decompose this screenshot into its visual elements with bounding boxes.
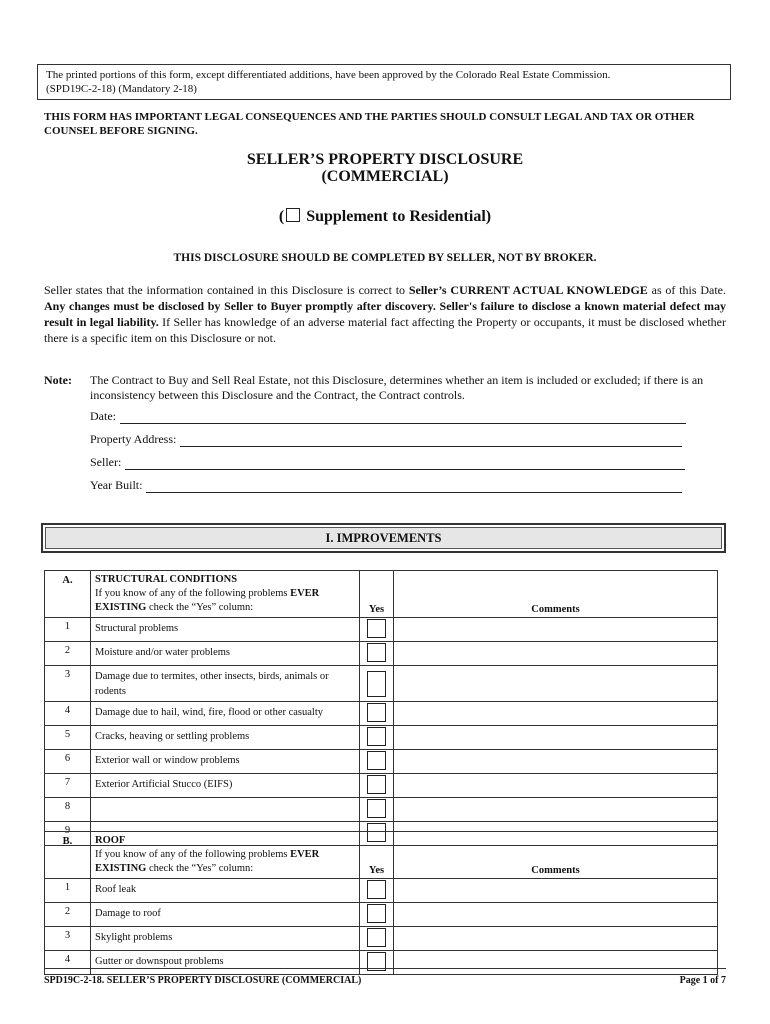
- yes-cell: [360, 774, 394, 798]
- row-number: 4: [45, 951, 91, 975]
- yes-checkbox[interactable]: [367, 928, 386, 947]
- comments-field[interactable]: [394, 774, 718, 798]
- seller-field: [90, 455, 685, 470]
- comments-column-header: Comments: [394, 571, 718, 618]
- comments-field[interactable]: [394, 927, 718, 951]
- row-number: 1: [45, 618, 91, 642]
- row-number: 3: [45, 666, 91, 702]
- instr-text-2: check the “Yes” column:: [146, 602, 254, 613]
- seller-label: Seller:: [90, 455, 122, 469]
- row-number: 3: [45, 927, 91, 951]
- intro-text-1: Seller states that the information contained in this Disclosure is correct to: [44, 283, 409, 297]
- section-letter: B.: [45, 832, 91, 879]
- yes-cell: [360, 927, 394, 951]
- row-label: Damage due to hail, wind, fire, flood or other casualty: [91, 702, 360, 726]
- yes-column-header: Yes: [360, 832, 394, 879]
- yes-cell: [360, 750, 394, 774]
- year-built-input-line[interactable]: [146, 480, 682, 493]
- intro-bold-2: Any changes must be disclosed by Seller to Buyer promptly after discovery. Seller's failure to disclose a known material defect may result in legal liability.: [44, 299, 726, 329]
- supplement-open-paren: (: [278, 208, 285, 225]
- address-field: [90, 432, 682, 447]
- yes-checkbox[interactable]: [367, 727, 386, 746]
- footer-form-id: SPD19C-2-18. SELLER’S PROPERTY DISCLOSURE (COMMERCIAL): [44, 975, 362, 986]
- yes-checkbox[interactable]: [367, 799, 386, 818]
- intro-paragraph: [44, 282, 726, 346]
- completed-by-notice: THIS DISCLOSURE SHOULD BE COMPLETED BY SELLER, NOT BY BROKER.: [173, 252, 597, 264]
- footer-page-number: Page 1 of 7: [679, 975, 726, 986]
- yes-cell: [360, 702, 394, 726]
- yes-checkbox[interactable]: [367, 671, 386, 697]
- year-built-field: [90, 478, 682, 493]
- table-row: [45, 774, 718, 798]
- seller-input-line[interactable]: [125, 457, 685, 470]
- yes-checkbox[interactable]: [367, 703, 386, 722]
- comments-field[interactable]: [394, 879, 718, 903]
- address-input-line[interactable]: [180, 434, 682, 447]
- section-heading-cell: [91, 571, 360, 618]
- row-number: 9: [45, 822, 91, 846]
- yes-checkbox[interactable]: [367, 775, 386, 794]
- instr-bold-ever: EVER: [290, 588, 320, 599]
- row-label: Exterior Artificial Stucco (EIFS): [91, 774, 360, 798]
- comments-field[interactable]: [394, 618, 718, 642]
- supplement-checkbox[interactable]: [286, 208, 300, 222]
- table-row: [45, 879, 718, 903]
- instr-bold-existing: EXISTING: [95, 602, 147, 613]
- form-title: SELLER’S PROPERTY DISCLOSURE: [246, 151, 524, 168]
- table-header-row: [45, 832, 718, 879]
- roof-table: [44, 831, 718, 975]
- table-row: [45, 798, 718, 822]
- yes-cell: [360, 666, 394, 702]
- row-label: Roof leak: [91, 879, 360, 903]
- yes-cell: [360, 879, 394, 903]
- yes-checkbox[interactable]: [367, 619, 386, 638]
- row-label: Structural problems: [91, 618, 360, 642]
- row-number: 5: [45, 726, 91, 750]
- yes-cell: [360, 642, 394, 666]
- intro-text-2: as of this Date.: [647, 283, 727, 297]
- instr-text: If you know of any of the following problems: [95, 588, 291, 599]
- row-label: Cracks, heaving or settling problems: [91, 726, 360, 750]
- table-row: [45, 750, 718, 774]
- table-header-row: [45, 571, 718, 618]
- instr-bold-ever: EVER: [290, 849, 320, 860]
- row-number: 2: [45, 642, 91, 666]
- approval-notice-box: [37, 64, 731, 100]
- section-heading: STRUCTURAL CONDITIONS: [95, 574, 238, 585]
- row-label: Exterior wall or window problems: [91, 750, 360, 774]
- comments-field[interactable]: [394, 726, 718, 750]
- approval-notice-line1: The printed portions of this form, except differentiated additions, have been approved by the Colorado Real Estate Commission.: [46, 69, 611, 81]
- intro-text-3: If Seller has knowledge of an adverse material fact affecting the Property or occupants, it must be disclosed whether there is a specific item on this Disclosure or not.: [44, 315, 727, 345]
- supplement-label: Supplement to Residential): [306, 208, 492, 225]
- comments-field[interactable]: [394, 702, 718, 726]
- table-row: [45, 903, 718, 927]
- structural-conditions-table: [44, 570, 718, 846]
- yes-checkbox[interactable]: [367, 643, 386, 662]
- row-label: Skylight problems: [91, 927, 360, 951]
- section-letter: A.: [45, 571, 91, 618]
- comments-field[interactable]: [394, 750, 718, 774]
- table-row: [45, 726, 718, 750]
- yes-checkbox[interactable]: [367, 904, 386, 923]
- row-number: 7: [45, 774, 91, 798]
- comments-column-header: Comments: [394, 832, 718, 879]
- comments-field[interactable]: [394, 666, 718, 702]
- yes-column-header: Yes: [360, 571, 394, 618]
- yes-cell: [360, 618, 394, 642]
- year-built-label: Year Built:: [90, 478, 143, 492]
- row-label: Moisture and/or water problems: [91, 642, 360, 666]
- instr-bold-existing: EXISTING: [95, 863, 147, 874]
- yes-cell: [360, 798, 394, 822]
- comments-field[interactable]: [394, 903, 718, 927]
- section-heading-cell: [91, 832, 360, 879]
- note-text: The Contract to Buy and Sell Real Estate, not this Disclosure, determines whether an item is included or excluded; if there is an inconsistency between this Disclosure and the Contract, the Contract controls.: [90, 373, 704, 402]
- row-number: 1: [45, 879, 91, 903]
- page-footer: [44, 968, 726, 986]
- intro-bold-1: Seller’s CURRENT ACTUAL KNOWLEDGE: [408, 283, 648, 297]
- comments-field[interactable]: [394, 798, 718, 822]
- row-number: 2: [45, 903, 91, 927]
- row-label: Damage due to termites, other insects, birds, animals or rodents: [91, 666, 360, 702]
- instr-text-2: check the “Yes” column:: [146, 863, 254, 874]
- row-label: [91, 798, 360, 822]
- section-title: I. IMPROVEMENTS: [45, 527, 722, 549]
- table-row: [45, 642, 718, 666]
- row-label: Gutter or downspout problems: [91, 951, 360, 975]
- date-field: [90, 409, 686, 424]
- table-row: [45, 666, 718, 702]
- yes-cell: [360, 726, 394, 750]
- supplement-line: [0, 207, 770, 227]
- section-heading: ROOF: [95, 835, 126, 846]
- table-row: [45, 618, 718, 642]
- date-input-line[interactable]: [120, 411, 686, 424]
- section-header-improvements: [41, 523, 726, 553]
- table-row: [45, 927, 718, 951]
- row-number: 4: [45, 702, 91, 726]
- address-label: Property Address:: [90, 432, 177, 446]
- approval-notice-line2: (SPD19C-2-18) (Mandatory 2-18): [46, 83, 197, 95]
- yes-checkbox[interactable]: [367, 880, 386, 899]
- yes-cell: [360, 903, 394, 927]
- row-number: 8: [45, 798, 91, 822]
- legal-warning: THIS FORM HAS IMPORTANT LEGAL CONSEQUENCES AND THE PARTIES SHOULD CONSULT LEGAL AND TAX OR OTHER COUNSEL BEFORE SIGNING.: [44, 111, 695, 137]
- table-row: [45, 702, 718, 726]
- comments-field[interactable]: [394, 642, 718, 666]
- form-subtitle: (COMMERCIAL): [321, 168, 449, 185]
- note-label: Note:: [44, 373, 72, 387]
- yes-checkbox[interactable]: [367, 751, 386, 770]
- date-label: Date:: [90, 409, 116, 423]
- instr-text: If you know of any of the following problems: [95, 849, 291, 860]
- row-label: Damage to roof: [91, 903, 360, 927]
- row-number: 6: [45, 750, 91, 774]
